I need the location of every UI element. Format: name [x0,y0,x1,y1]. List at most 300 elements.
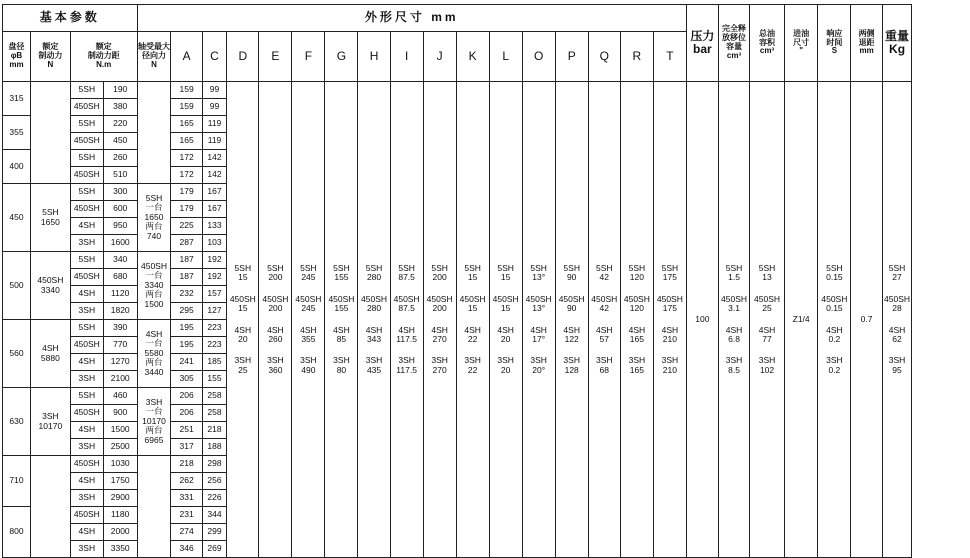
dimension-letter-r: R [620,32,653,82]
dim-q-cell [588,82,620,558]
dim-e-group [259,264,291,283]
dim-e-value: 360 [268,364,283,375]
dim-a-cell: 206 [171,405,202,422]
torque-cell: 900 [103,405,137,422]
model-cell: 3SH [70,371,103,388]
model-cell: 450SH [70,201,103,218]
displacement-group [719,264,749,283]
dim-r-value: 4SH [628,324,646,335]
axial-force-line: 一台 [145,202,163,213]
dim-l-value: 20 [500,364,511,375]
dim-o-value: 5SH [530,263,547,274]
dimension-letter-i: I [390,32,423,82]
axial-force-heading-line: N [151,59,157,69]
dim-a-cell: 305 [171,371,202,388]
dim-l-cell [489,82,522,558]
dim-l-value: 3SH [497,355,514,366]
dim-j-value: 270 [432,364,447,375]
torque-cell: 450 [103,133,137,150]
dim-f-group [292,264,324,283]
dim-f-value: 490 [301,364,316,375]
dim-k-value: 4SH [464,324,481,335]
dim-r-value: 5SH [628,263,646,274]
weight-value: 4SH [888,324,906,335]
dim-q-value: 57 [599,333,610,344]
axial-force-line: 5580 [144,347,164,358]
dim-l-value: 450SH [492,293,519,304]
model-cell: 450SH [70,167,103,184]
brake-force-line: 4SH [42,343,59,354]
dim-c-cell: 223 [202,337,226,354]
torque-cell: 1600 [103,235,137,252]
dim-i-value: 3SH [398,355,415,366]
dim-c-cell: 133 [202,218,226,235]
displacement-heading-line: 放移位 [722,33,747,43]
dim-p-value: 3SH [563,355,580,366]
oil-volume-heading [750,5,785,82]
response-time-value: 0.2 [828,364,841,375]
disc-diameter-cell: 500 [3,252,31,320]
model-cell: 450SH [70,507,103,524]
dim-c-cell: 218 [202,422,226,439]
model-cell: 5SH [70,388,103,405]
axial-force-line: 两台 [145,221,163,232]
inlet-size-heading-line: 尺寸 [793,37,810,47]
side-gap-heading-line: 退距 [858,37,875,47]
dim-c-cell: 127 [202,303,226,320]
dim-c-cell: 344 [202,507,226,524]
dim-c-cell: 119 [202,116,226,133]
model-cell: 3SH [70,235,103,252]
dim-o-value: 20° [532,364,546,375]
dim-g-group [325,295,357,314]
dim-p-value: 90 [566,303,577,314]
oil-volume-value: 3SH [758,355,776,366]
dim-e-value: 200 [268,272,283,283]
weight-group [883,356,912,375]
weight-heading-line: Kg [889,42,906,56]
dim-l-value: 15 [500,303,511,314]
dim-k-value: 15 [467,303,478,314]
dim-h-value: 5SH [365,263,383,274]
dim-c-cell: 99 [202,99,226,116]
dim-k-value: 22 [467,364,478,375]
dim-r-group [621,264,653,283]
oil-volume-value: 5SH [758,263,776,274]
dim-j-value: 270 [432,333,447,344]
model-cell: 450SH [70,405,103,422]
dim-j-group [424,295,456,314]
dimension-letter-p: P [555,32,588,82]
dim-e-value: 200 [268,303,283,314]
weight-heading-line: 重量 [885,28,910,43]
oil-volume-group [750,295,784,314]
axial-force-cell [137,82,171,184]
displacement-group [719,356,749,375]
displacement-heading-line: cm³ [726,50,742,60]
oil-volume-value: 25 [762,303,772,314]
dim-q-value: 4SH [596,324,613,335]
brake-force-line: 10170 [38,420,63,431]
dim-g-value: 3SH [333,355,350,366]
dim-d-value: 20 [238,333,248,344]
dim-a-cell: 179 [171,201,202,218]
response-time-value: 5SH [826,263,843,274]
dim-f-group [292,295,324,314]
dim-q-value: 3SH [596,355,613,366]
response-time-value: 0.15 [826,272,843,283]
dim-a-cell: 346 [171,541,202,558]
axial-force-line: 1650 [144,211,164,222]
dim-a-cell: 218 [171,456,202,473]
brake-force-cell [30,320,70,388]
dim-c-cell: 192 [202,269,226,286]
dim-g-value: 450SH [328,293,355,304]
dim-l-value: 20 [500,333,511,344]
dim-i-group [391,326,423,345]
dim-e-value: 5SH [267,263,284,274]
axial-force-heading-line: 轴受最大 [138,42,170,52]
brake-force-line: 3SH [42,411,59,422]
response-time-heading [818,5,851,82]
dim-k-value: 5SH [464,263,481,274]
dim-t-value: 175 [662,303,677,314]
dim-c-cell: 185 [202,354,226,371]
dim-i-group [391,295,423,314]
dim-q-value: 42 [599,272,610,283]
dim-c-cell: 299 [202,524,226,541]
axial-force-cell [137,320,171,388]
dim-l-group [490,356,522,375]
pressure-cell: 100 [686,82,718,558]
dim-r-group [621,326,653,345]
oil-volume-value: 77 [762,333,772,344]
dim-a-cell: 317 [171,439,202,456]
dim-k-value: 22 [467,333,478,344]
torque-cell: 2100 [103,371,137,388]
dim-a-cell: 179 [171,184,202,201]
dim-t-value: 4SH [661,324,679,335]
torque-cell: 460 [103,388,137,405]
model-cell: 3SH [70,439,103,456]
response-time-cell [818,82,851,558]
dim-a-cell: 187 [171,252,202,269]
pressure-heading-line: bar [693,42,712,56]
dim-d-value: 450SH [229,293,256,304]
dim-c-cell: 192 [202,252,226,269]
dimension-letter-j: J [423,32,456,82]
table-row [3,82,970,99]
dim-a-cell: 172 [171,167,202,184]
dim-h-group [358,264,389,283]
axial-force-line: 3SH [145,397,163,408]
oil-volume-value: 13 [762,272,772,283]
displacement-value: 3.1 [728,303,740,314]
inlet-size-heading-line: 进油 [793,28,810,38]
torque-cell: 340 [103,252,137,269]
dim-f-value: 5SH [300,263,317,274]
dim-i-value: 5SH [398,263,415,274]
side-gap-heading [851,5,882,82]
dimension-letter-q: Q [588,32,620,82]
dim-g-value: 4SH [333,324,350,335]
torque-cell: 510 [103,167,137,184]
dim-j-value: 4SH [431,324,448,335]
torque-cell: 1270 [103,354,137,371]
side-gap-heading-line: 两侧 [858,28,875,38]
torque-cell: 260 [103,150,137,167]
dim-o-value: 13° [532,303,546,314]
dim-p-group [556,356,588,375]
dim-t-value: 210 [662,364,677,375]
dim-f-value: 3SH [300,355,317,366]
inlet-size-cell: Z1/4 [784,82,817,558]
disc-diameter-cell: 560 [3,320,31,388]
torque-cell: 1820 [103,303,137,320]
dim-q-group [589,295,620,314]
dim-c-cell: 167 [202,201,226,218]
dim-g-value: 80 [336,364,347,375]
dim-c-cell: 223 [202,320,226,337]
displacement-heading-line: 完全释 [722,24,747,34]
oil-volume-heading-line: 容积 [759,37,776,47]
axial-force-cell [137,252,171,320]
dim-c-cell: 142 [202,167,226,184]
side-gap-cell: 0.7 [851,82,882,558]
dim-k-group [457,356,489,375]
model-cell: 3SH [70,490,103,507]
model-cell: 5SH [70,116,103,133]
torque-cell: 1030 [103,456,137,473]
displacement-value: 450SH [721,293,748,304]
displacement-value: 5SH [725,263,743,274]
dim-g-value: 155 [334,303,349,314]
dim-f-value: 4SH [300,324,317,335]
dim-r-group [621,356,653,375]
dim-a-cell: 225 [171,218,202,235]
dim-t-value: 3SH [661,355,679,366]
dim-g-group [325,264,357,283]
dim-d-value: 4SH [234,324,252,335]
dim-c-cell: 119 [202,133,226,150]
displacement-value: 1.5 [728,272,740,283]
dim-h-value: 4SH [365,324,383,335]
disc-diameter-heading [3,32,31,82]
dim-a-cell: 206 [171,388,202,405]
axial-force-line: 450SH [141,261,167,272]
dimension-letter-f: F [292,32,325,82]
model-cell: 450SH [70,99,103,116]
torque-cell: 3350 [103,541,137,558]
model-cell: 4SH [70,218,103,235]
dim-c-cell: 188 [202,439,226,456]
displacement-value: 3SH [725,355,743,366]
disc-diameter-cell: 355 [3,116,31,150]
brake-torque-heading-line: 制动力距 [87,51,120,61]
model-cell: 4SH [70,354,103,371]
model-cell: 4SH [70,422,103,439]
dim-a-cell: 251 [171,422,202,439]
dim-p-value: 4SH [563,324,580,335]
axial-force-line: 一台 [145,270,163,281]
axial-force-line: 10170 [142,415,166,426]
axial-force-line: 两台 [145,289,163,300]
dimension-letter-t: T [653,32,686,82]
dim-i-value: 4SH [398,324,415,335]
dim-h-group [358,326,389,345]
dim-d-value: 25 [238,364,248,375]
dim-p-group [556,295,588,314]
axial-force-line: 一台 [145,406,163,417]
dim-l-group [490,264,522,283]
dim-i-value: 87.5 [398,303,415,314]
dim-t-value: 210 [662,333,677,344]
dimension-letter-a: A [171,32,202,82]
brake-spec-table [2,4,970,558]
dim-r-value: 165 [629,364,644,375]
model-cell: 5SH [70,82,103,99]
dim-g-cell [325,82,358,558]
response-time-group [818,356,850,375]
dim-c-cell: 258 [202,388,226,405]
dim-o-group [523,295,555,314]
axial-force-line: 4SH [145,329,163,340]
dim-d-cell [227,82,259,558]
inlet-size-heading-line: " [799,46,804,56]
disc-diameter-cell: 315 [3,82,31,116]
dim-c-cell: 256 [202,473,226,490]
dim-l-value: 5SH [497,263,514,274]
displacement-heading [718,5,749,82]
torque-cell: 2500 [103,439,137,456]
dim-o-value: 450SH [525,293,552,304]
brake-force-cell [30,252,70,320]
inlet-size-heading [784,5,817,82]
dim-d-group [227,295,258,314]
dim-d-group [227,326,258,345]
oil-volume-value: 4SH [758,324,776,335]
weight-value: 28 [892,303,902,314]
dim-d-value: 5SH [234,263,252,274]
dim-p-value: 128 [564,364,579,375]
dim-l-value: 4SH [497,324,514,335]
dim-f-value: 245 [301,272,316,283]
dim-h-group [358,356,389,375]
brake-force-line: 5SH [42,207,59,218]
dim-h-value: 280 [366,272,382,283]
dim-c-cell: 142 [202,150,226,167]
model-cell: 5SH [70,320,103,337]
displacement-heading-line: 容量 [726,42,743,51]
basic-params-heading: 基本参数 [3,5,138,32]
dimension-letter-l: L [489,32,522,82]
brake-force-heading-line: 额定 [42,42,59,52]
dim-c-cell: 157 [202,286,226,303]
axial-force-line: 740 [146,230,162,241]
disc-diameter-heading-line: mm [9,59,24,69]
response-time-heading-line: 响应 [826,28,843,38]
torque-cell: 680 [103,269,137,286]
dim-g-value: 155 [334,272,349,283]
weight-group [883,326,912,345]
torque-cell: 190 [103,82,137,99]
dim-a-cell: 187 [171,269,202,286]
weight-value: 5SH [888,263,906,274]
dim-e-group [259,356,291,375]
weight-value: 450SH [884,293,911,304]
dim-l-value: 15 [500,272,511,283]
side-gap-heading-line: mm [859,46,874,56]
dim-p-group [556,264,588,283]
dim-i-value: 450SH [393,293,420,304]
dim-f-value: 450SH [295,293,322,304]
axial-force-cell [137,184,171,252]
brake-force-heading [30,32,70,82]
dim-a-cell: 262 [171,473,202,490]
model-cell: 450SH [70,133,103,150]
dim-f-cell [292,82,325,558]
weight-heading [882,5,912,82]
dim-q-value: 68 [599,364,610,375]
oil-volume-cell [750,82,785,558]
weight-value: 95 [892,364,902,375]
dim-j-value: 3SH [431,355,448,366]
dim-d-value: 15 [238,272,248,283]
torque-cell: 390 [103,320,137,337]
dim-a-cell: 287 [171,235,202,252]
dim-t-value: 5SH [661,263,679,274]
dim-g-value: 5SH [333,263,350,274]
torque-cell: 1500 [103,422,137,439]
axial-force-line: 6965 [144,434,164,445]
dim-r-value: 3SH [628,355,646,366]
pressure-heading-line: 压力 [690,28,715,43]
dim-l-group [490,326,522,345]
dim-j-cell [423,82,456,558]
dim-a-cell: 295 [171,303,202,320]
torque-cell: 770 [103,337,137,354]
response-time-group [818,326,850,345]
torque-cell: 2000 [103,524,137,541]
dim-q-group [589,356,620,375]
weight-value: 3SH [888,355,906,366]
brake-force-line: 5880 [40,352,60,363]
dim-g-group [325,356,357,375]
model-cell: 450SH [70,456,103,473]
dim-j-value: 5SH [431,263,448,274]
dim-i-cell [390,82,423,558]
weight-value: 27 [892,272,902,283]
brake-torque-heading [70,32,137,82]
dim-h-value: 343 [366,333,382,344]
displacement-group [719,326,749,345]
dim-l-group [490,295,522,314]
axial-force-line: 两台 [145,357,163,368]
dim-a-cell: 232 [171,286,202,303]
dim-d-value: 15 [238,303,248,314]
brake-force-line: 450SH [37,275,64,286]
torque-cell: 2900 [103,490,137,507]
brake-force-line: 3340 [40,284,60,295]
model-cell: 4SH [70,524,103,541]
dim-d-group [227,356,258,375]
dim-f-group [292,326,324,345]
model-cell: 5SH [70,150,103,167]
dim-j-group [424,326,456,345]
dim-p-value: 450SH [558,293,585,304]
dim-a-cell: 274 [171,524,202,541]
dim-k-group [457,295,489,314]
